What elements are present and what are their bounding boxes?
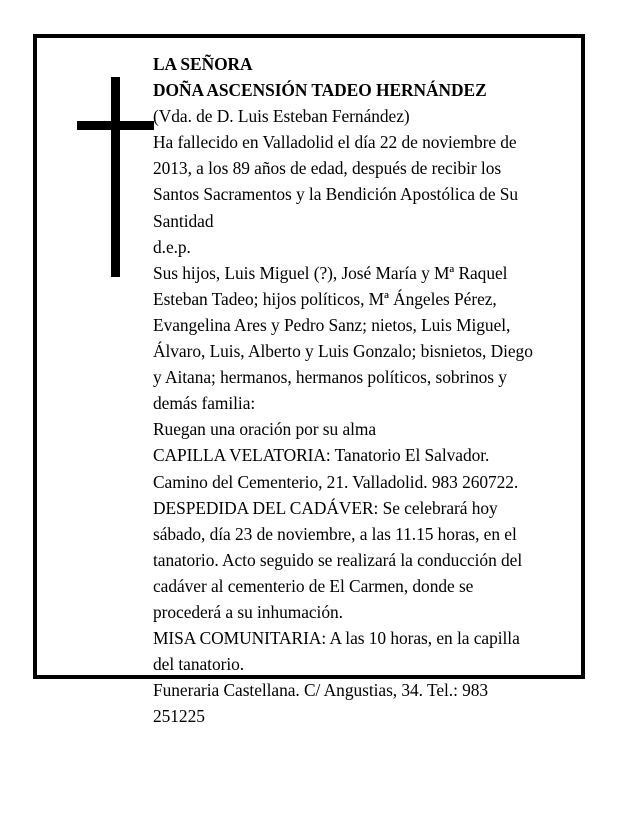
obituary-line: Sus hijos, Luis Miguel (?), José María y Mª Raquel xyxy=(153,262,508,283)
obituary-line: MISA COMUNITARIA: A las 10 horas, en la capilla xyxy=(153,628,520,649)
obituary-line: del tanatorio. xyxy=(153,654,245,675)
obituary-line: cadáver al cementerio de El Carmen, donde se xyxy=(153,575,474,596)
obituary-line: Camino del Cementerio, 21. Valladolid. 983 260722. xyxy=(153,471,519,492)
cross-horizontal-bar xyxy=(77,121,154,130)
obituary-line: Evangelina Ares y Pedro Sanz; nietos, Luis Miguel, xyxy=(153,314,511,335)
obituary-line: tanatorio. Acto seguido se realizará la conducción del xyxy=(153,549,523,570)
obituary-text xyxy=(153,51,569,729)
obituary-line: CAPILLA VELATORIA: Tanatorio El Salvador. xyxy=(153,445,490,466)
obituary-line: Ha fallecido en Valladolid el día 22 de noviembre de xyxy=(153,132,517,153)
obituary-line: sábado, día 23 de noviembre, a las 11.15 horas, en el xyxy=(153,523,517,544)
cross-vertical-bar xyxy=(111,77,120,277)
obituary-line: Álvaro, Luis, Alberto y Luis Gonzalo; bisnietos, Diego xyxy=(153,341,533,362)
obituary-line: 251225 xyxy=(153,706,205,727)
obituary-line: y Aitana; hermanos, hermanos políticos, sobrinos y xyxy=(153,367,507,388)
obituary-line: demás familia: xyxy=(153,393,256,414)
obituary-line: (Vda. de D. Luis Esteban Fernández) xyxy=(153,106,410,127)
obituary-line: LA SEÑORA xyxy=(153,54,253,74)
latin-cross-icon xyxy=(77,77,157,277)
obituary-line: procederá a su inhumación. xyxy=(153,601,343,622)
obituary-line: Ruegan una oración por su alma xyxy=(153,419,377,440)
obituary-line: Santos Sacramentos y la Bendición Apostólica de Su xyxy=(153,184,519,205)
obituary-line: Funeraria Castellana. C/ Angustias, 34. Tel.: 983 xyxy=(153,680,489,701)
obituary-line: DOÑA ASCENSIÓN TADEO HERNÁNDEZ xyxy=(153,80,487,101)
obituary-line: d.e.p. xyxy=(153,236,191,257)
obituary-line: 2013, a los 89 años de edad, después de recibir los xyxy=(153,158,502,179)
obituary-line: DESPEDIDA DEL CADÁVER: Se celebrará hoy xyxy=(153,497,498,518)
obituary-notice xyxy=(33,34,585,727)
obituary-line: Santidad xyxy=(153,210,214,231)
obituary-line: Esteban Tadeo; hijos políticos, Mª Ángeles Pérez, xyxy=(153,288,497,309)
